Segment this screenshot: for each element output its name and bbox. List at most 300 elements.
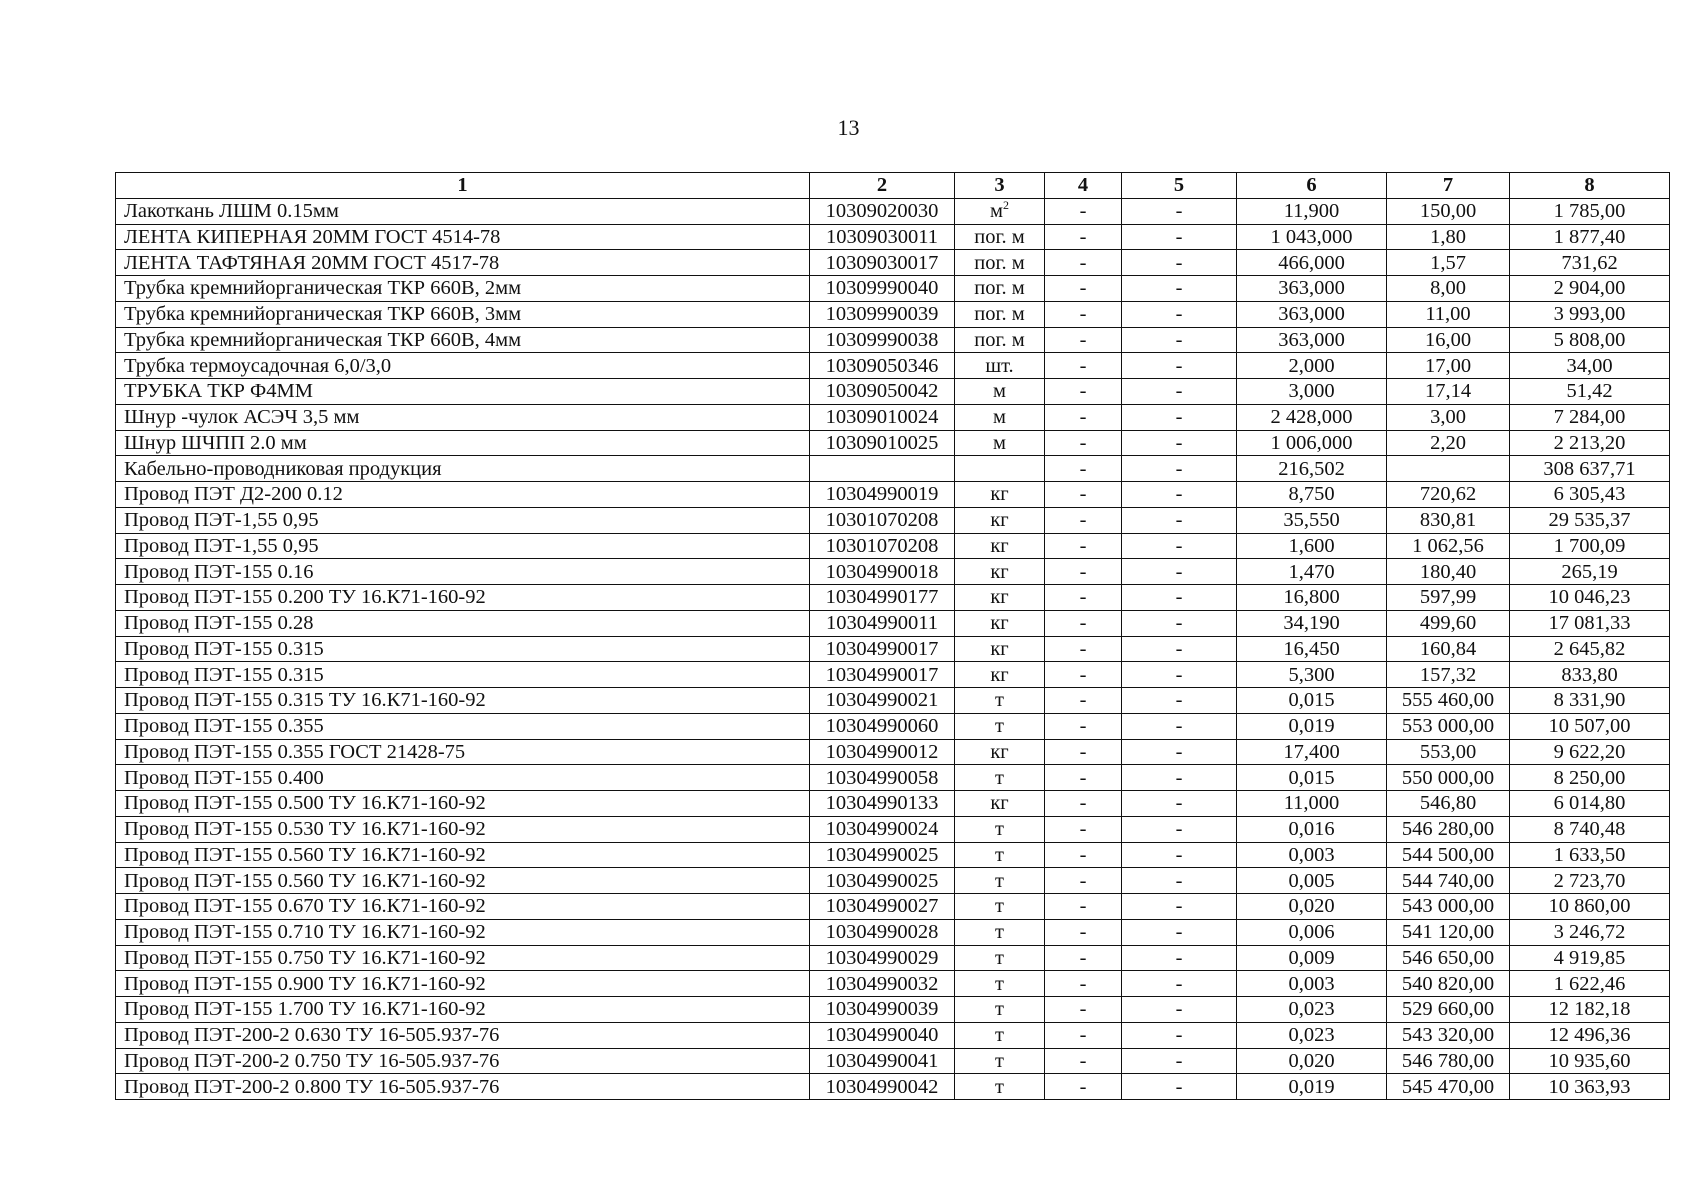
cell-amount: 12 496,36 — [1510, 1022, 1670, 1048]
cell-code: 10304990060 — [810, 713, 955, 739]
cell-quantity: 0,015 — [1237, 688, 1387, 714]
cell-price: 17,00 — [1387, 353, 1510, 379]
cell-unit: т — [955, 842, 1045, 868]
column-header-2: 2 — [810, 173, 955, 199]
cell-name: Провод ПЭТ-155 0.315 ТУ 16.К71-160-92 — [116, 688, 810, 714]
column-header-6: 6 — [1237, 173, 1387, 199]
table-row — [116, 301, 1670, 327]
cell-col4: - — [1045, 404, 1122, 430]
cell-quantity: 363,000 — [1237, 276, 1387, 302]
column-header-3: 3 — [955, 173, 1045, 199]
table-row — [116, 559, 1670, 585]
cell-name: Провод ПЭТ-155 0.315 — [116, 636, 810, 662]
cell-quantity: 0,006 — [1237, 919, 1387, 945]
cell-amount: 4 919,85 — [1510, 945, 1670, 971]
cell-unit: т — [955, 945, 1045, 971]
cell-price: 541 120,00 — [1387, 919, 1510, 945]
cell-col4: - — [1045, 276, 1122, 302]
cell-unit: пог. м — [955, 301, 1045, 327]
cell-unit: т — [955, 1048, 1045, 1074]
cell-price: 157,32 — [1387, 662, 1510, 688]
cell-unit: пог. м — [955, 276, 1045, 302]
cell-unit: кг — [955, 482, 1045, 508]
cell-quantity: 11,000 — [1237, 791, 1387, 817]
table-row — [116, 430, 1670, 456]
cell-amount: 29 535,37 — [1510, 507, 1670, 533]
table-row — [116, 482, 1670, 508]
cell-code: 10304990024 — [810, 816, 955, 842]
table-row — [116, 945, 1670, 971]
table-row — [116, 997, 1670, 1023]
cell-code — [810, 456, 955, 482]
cell-amount: 731,62 — [1510, 250, 1670, 276]
cell-code: 10304990133 — [810, 791, 955, 817]
cell-code: 10304990025 — [810, 868, 955, 894]
cell-col5: - — [1122, 224, 1237, 250]
table-row — [116, 919, 1670, 945]
cell-unit: т — [955, 919, 1045, 945]
cell-unit: кг — [955, 739, 1045, 765]
cell-quantity: 466,000 — [1237, 250, 1387, 276]
cell-price: 830,81 — [1387, 507, 1510, 533]
cell-name: Провод ПЭТ-155 0.750 ТУ 16.К71-160-92 — [116, 945, 810, 971]
table-row — [116, 456, 1670, 482]
cell-col5: - — [1122, 816, 1237, 842]
table-row — [116, 404, 1670, 430]
cell-price: 544 740,00 — [1387, 868, 1510, 894]
table-row — [116, 533, 1670, 559]
cell-amount: 265,19 — [1510, 559, 1670, 585]
cell-price: 540 820,00 — [1387, 971, 1510, 997]
column-header-5: 5 — [1122, 173, 1237, 199]
cell-amount: 3 993,00 — [1510, 301, 1670, 327]
cell-quantity: 0,020 — [1237, 894, 1387, 920]
cell-col5: - — [1122, 585, 1237, 611]
cell-name: Провод ПЭТ-200-2 0.750 ТУ 16-505.937-76 — [116, 1048, 810, 1074]
cell-price: 545 470,00 — [1387, 1074, 1510, 1100]
cell-unit: кг — [955, 533, 1045, 559]
cell-price: 543 320,00 — [1387, 1022, 1510, 1048]
cell-unit: кг — [955, 559, 1045, 585]
cell-unit: кг — [955, 585, 1045, 611]
cell-amount: 51,42 — [1510, 379, 1670, 405]
cell-col5: - — [1122, 765, 1237, 791]
cell-col4: - — [1045, 1022, 1122, 1048]
cell-name: Шнур ШЧПП 2.0 мм — [116, 430, 810, 456]
cell-name: Провод ПЭТ-1,55 0,95 — [116, 533, 810, 559]
cell-price: 180,40 — [1387, 559, 1510, 585]
table-row — [116, 765, 1670, 791]
cell-col5: - — [1122, 276, 1237, 302]
cell-code: 10304990025 — [810, 842, 955, 868]
cell-name: Провод ПЭТ-155 0.710 ТУ 16.К71-160-92 — [116, 919, 810, 945]
cell-unit: т — [955, 765, 1045, 791]
cell-amount: 6 014,80 — [1510, 791, 1670, 817]
cell-unit: пог. м — [955, 327, 1045, 353]
cell-col4: - — [1045, 971, 1122, 997]
cell-name: Провод ПЭТ-155 0.560 ТУ 16.К71-160-92 — [116, 842, 810, 868]
cell-unit: т — [955, 971, 1045, 997]
page-number: 13 — [837, 115, 860, 140]
cell-col4: - — [1045, 688, 1122, 714]
cell-code: 10304990017 — [810, 636, 955, 662]
cell-col4: - — [1045, 919, 1122, 945]
cell-amount: 1 633,50 — [1510, 842, 1670, 868]
cell-quantity: 0,003 — [1237, 971, 1387, 997]
cell-col5: - — [1122, 456, 1237, 482]
cell-amount: 2 723,70 — [1510, 868, 1670, 894]
cell-col4: - — [1045, 301, 1122, 327]
cell-amount: 3 246,72 — [1510, 919, 1670, 945]
cell-unit: м — [955, 404, 1045, 430]
cell-col4: - — [1045, 250, 1122, 276]
cell-col5: - — [1122, 894, 1237, 920]
table-row — [116, 739, 1670, 765]
cell-col5: - — [1122, 430, 1237, 456]
cell-col5: - — [1122, 713, 1237, 739]
cell-amount: 10 046,23 — [1510, 585, 1670, 611]
cell-code: 10309010025 — [810, 430, 955, 456]
cell-col5: - — [1122, 250, 1237, 276]
cell-amount: 10 507,00 — [1510, 713, 1670, 739]
cell-amount: 833,80 — [1510, 662, 1670, 688]
cell-col4: - — [1045, 456, 1122, 482]
cell-quantity: 0,023 — [1237, 1022, 1387, 1048]
cell-quantity: 34,190 — [1237, 610, 1387, 636]
cell-name: Провод ПЭТ-155 0.355 — [116, 713, 810, 739]
cell-price: 16,00 — [1387, 327, 1510, 353]
table-row — [116, 379, 1670, 405]
cell-code: 10309990040 — [810, 276, 955, 302]
cell-code: 10304990017 — [810, 662, 955, 688]
cell-code: 10309030011 — [810, 224, 955, 250]
cell-price: 597,99 — [1387, 585, 1510, 611]
cell-col4: - — [1045, 353, 1122, 379]
cell-col4: - — [1045, 482, 1122, 508]
cell-amount: 5 808,00 — [1510, 327, 1670, 353]
cell-price: 555 460,00 — [1387, 688, 1510, 714]
table-row — [116, 894, 1670, 920]
cell-unit: т — [955, 816, 1045, 842]
table-row — [116, 250, 1670, 276]
cell-price: 553 000,00 — [1387, 713, 1510, 739]
cell-code: 10309050042 — [810, 379, 955, 405]
cell-quantity: 0,019 — [1237, 1074, 1387, 1100]
cell-quantity: 0,015 — [1237, 765, 1387, 791]
cell-quantity: 1 006,000 — [1237, 430, 1387, 456]
cell-code: 10304990021 — [810, 688, 955, 714]
cell-price: 1,57 — [1387, 250, 1510, 276]
cell-quantity: 363,000 — [1237, 301, 1387, 327]
cell-code: 10309030017 — [810, 250, 955, 276]
table-row — [116, 507, 1670, 533]
cell-price: 1,80 — [1387, 224, 1510, 250]
cell-name: Провод ПЭТ-155 0.530 ТУ 16.К71-160-92 — [116, 816, 810, 842]
cell-name: Провод ПЭТ-155 0.400 — [116, 765, 810, 791]
cell-col4: - — [1045, 1048, 1122, 1074]
table-row — [116, 276, 1670, 302]
table-row — [116, 971, 1670, 997]
cell-col5: - — [1122, 945, 1237, 971]
cell-quantity: 2 428,000 — [1237, 404, 1387, 430]
cell-col4: - — [1045, 894, 1122, 920]
cell-quantity: 363,000 — [1237, 327, 1387, 353]
cell-amount: 17 081,33 — [1510, 610, 1670, 636]
cell-amount: 2 904,00 — [1510, 276, 1670, 302]
cell-col4: - — [1045, 816, 1122, 842]
cell-col5: - — [1122, 533, 1237, 559]
cell-name: Шнур -чулок АСЭЧ 3,5 мм — [116, 404, 810, 430]
cell-name: Провод ПЭТ-155 0.560 ТУ 16.К71-160-92 — [116, 868, 810, 894]
cell-col4: - — [1045, 945, 1122, 971]
cell-code: 10304990011 — [810, 610, 955, 636]
cell-code: 10304990040 — [810, 1022, 955, 1048]
cell-col4: - — [1045, 997, 1122, 1023]
cell-quantity: 0,019 — [1237, 713, 1387, 739]
table-row — [116, 224, 1670, 250]
cell-code: 10301070208 — [810, 507, 955, 533]
cell-amount: 1 622,46 — [1510, 971, 1670, 997]
cell-name: ТРУБКА ТКР Ф4ММ — [116, 379, 810, 405]
cell-amount: 6 305,43 — [1510, 482, 1670, 508]
cell-col4: - — [1045, 533, 1122, 559]
cell-code: 10304990177 — [810, 585, 955, 611]
cell-price: 17,14 — [1387, 379, 1510, 405]
cell-quantity: 216,502 — [1237, 456, 1387, 482]
table-row — [116, 353, 1670, 379]
cell-col5: - — [1122, 610, 1237, 636]
cell-price: 8,00 — [1387, 276, 1510, 302]
cell-quantity: 3,000 — [1237, 379, 1387, 405]
cell-price: 546,80 — [1387, 791, 1510, 817]
cell-col4: - — [1045, 765, 1122, 791]
column-header-8: 8 — [1510, 173, 1670, 199]
cell-amount: 8 740,48 — [1510, 816, 1670, 842]
cell-col5: - — [1122, 379, 1237, 405]
table-header-row — [116, 173, 1670, 199]
cell-name: Провод ПЭТ-155 0.500 ТУ 16.К71-160-92 — [116, 791, 810, 817]
table-row — [116, 1074, 1670, 1100]
cell-amount: 10 860,00 — [1510, 894, 1670, 920]
cell-price: 160,84 — [1387, 636, 1510, 662]
cell-amount: 1 785,00 — [1510, 198, 1670, 224]
cell-amount: 2 213,20 — [1510, 430, 1670, 456]
cell-name: Трубка термоусадочная 6,0/3,0 — [116, 353, 810, 379]
cell-col4: - — [1045, 198, 1122, 224]
cell-code: 10304990042 — [810, 1074, 955, 1100]
cell-amount: 10 935,60 — [1510, 1048, 1670, 1074]
cell-unit: т — [955, 713, 1045, 739]
cell-col4: - — [1045, 610, 1122, 636]
cell-unit: кг — [955, 662, 1045, 688]
cell-amount: 308 637,71 — [1510, 456, 1670, 482]
cell-unit: кг — [955, 507, 1045, 533]
cell-unit: т — [955, 688, 1045, 714]
cell-code: 10304990039 — [810, 997, 955, 1023]
column-header-7: 7 — [1387, 173, 1510, 199]
cell-price: 2,20 — [1387, 430, 1510, 456]
cell-price — [1387, 456, 1510, 482]
cell-quantity: 16,450 — [1237, 636, 1387, 662]
table-row — [116, 636, 1670, 662]
cell-amount: 8 250,00 — [1510, 765, 1670, 791]
cell-amount: 1 700,09 — [1510, 533, 1670, 559]
cell-col5: - — [1122, 791, 1237, 817]
cell-quantity: 5,300 — [1237, 662, 1387, 688]
cell-name: Провод ПЭТ-155 0.900 ТУ 16.К71-160-92 — [116, 971, 810, 997]
cell-name: Провод ПЭТ-200-2 0.630 ТУ 16-505.937-76 — [116, 1022, 810, 1048]
column-header-4: 4 — [1045, 173, 1122, 199]
cell-code: 10304990019 — [810, 482, 955, 508]
table-row — [116, 1048, 1670, 1074]
cell-code: 10304990018 — [810, 559, 955, 585]
cell-unit — [955, 456, 1045, 482]
table-row — [116, 610, 1670, 636]
cell-quantity: 1,470 — [1237, 559, 1387, 585]
cell-col4: - — [1045, 224, 1122, 250]
cell-unit: м — [955, 379, 1045, 405]
cell-unit: пог. м — [955, 224, 1045, 250]
cell-quantity: 16,800 — [1237, 585, 1387, 611]
cell-price: 1 062,56 — [1387, 533, 1510, 559]
cell-amount: 2 645,82 — [1510, 636, 1670, 662]
cell-col4: - — [1045, 636, 1122, 662]
cell-col5: - — [1122, 868, 1237, 894]
cell-unit: т — [955, 997, 1045, 1023]
cell-unit — [955, 198, 1045, 224]
cell-code: 10304990028 — [810, 919, 955, 945]
cell-unit: пог. м — [955, 250, 1045, 276]
cell-name: ЛЕНТА КИПЕРНАЯ 20ММ ГОСТ 4514-78 — [116, 224, 810, 250]
cell-amount: 12 182,18 — [1510, 997, 1670, 1023]
cell-code: 10304990058 — [810, 765, 955, 791]
cell-col5: - — [1122, 1074, 1237, 1100]
cell-name: Кабельно-проводниковая продукция — [116, 456, 810, 482]
cell-quantity: 0,020 — [1237, 1048, 1387, 1074]
unit-text: м — [990, 200, 1003, 223]
cell-price: 544 500,00 — [1387, 842, 1510, 868]
cell-price: 3,00 — [1387, 404, 1510, 430]
cell-code: 10304990029 — [810, 945, 955, 971]
table-row — [116, 585, 1670, 611]
cell-quantity: 0,005 — [1237, 868, 1387, 894]
cell-name: Провод ПЭТ-1,55 0,95 — [116, 507, 810, 533]
cell-col5: - — [1122, 301, 1237, 327]
cell-code: 10309020030 — [810, 198, 955, 224]
cell-col5: - — [1122, 688, 1237, 714]
cell-col4: - — [1045, 559, 1122, 585]
table-row — [116, 816, 1670, 842]
cell-price: 150,00 — [1387, 198, 1510, 224]
cell-name: Провод ПЭТ-155 0.315 — [116, 662, 810, 688]
cell-unit: кг — [955, 610, 1045, 636]
cell-col4: - — [1045, 739, 1122, 765]
cell-col4: - — [1045, 327, 1122, 353]
cell-name: Трубка кремнийорганическая ТКР 660В, 2мм — [116, 276, 810, 302]
cell-quantity: 17,400 — [1237, 739, 1387, 765]
cell-quantity: 11,900 — [1237, 198, 1387, 224]
cell-col5: - — [1122, 636, 1237, 662]
cell-price: 543 000,00 — [1387, 894, 1510, 920]
table-body — [116, 198, 1670, 1099]
cell-name: Провод ПЭТ Д2-200 0.12 — [116, 482, 810, 508]
cell-col5: - — [1122, 997, 1237, 1023]
cell-code: 10309990039 — [810, 301, 955, 327]
cell-col5: - — [1122, 1048, 1237, 1074]
cell-name: Провод ПЭТ-155 0.670 ТУ 16.К71-160-92 — [116, 894, 810, 920]
table-row — [116, 327, 1670, 353]
cell-quantity: 8,750 — [1237, 482, 1387, 508]
cell-name: Провод ПЭТ-155 0.200 ТУ 16.К71-160-92 — [116, 585, 810, 611]
cell-amount: 1 877,40 — [1510, 224, 1670, 250]
cell-quantity: 2,000 — [1237, 353, 1387, 379]
cell-amount: 9 622,20 — [1510, 739, 1670, 765]
cell-unit: т — [955, 1074, 1045, 1100]
materials-table — [115, 172, 1670, 1100]
table-row — [116, 1022, 1670, 1048]
cell-price: 11,00 — [1387, 301, 1510, 327]
cell-name: Трубка кремнийорганическая ТКР 660В, 4мм — [116, 327, 810, 353]
cell-price: 546 650,00 — [1387, 945, 1510, 971]
cell-col4: - — [1045, 1074, 1122, 1100]
cell-price: 499,60 — [1387, 610, 1510, 636]
cell-col4: - — [1045, 791, 1122, 817]
cell-name: Трубка кремнийорганическая ТКР 660В, 3мм — [116, 301, 810, 327]
table-row — [116, 842, 1670, 868]
cell-amount: 8 331,90 — [1510, 688, 1670, 714]
cell-col4: - — [1045, 430, 1122, 456]
cell-name: Провод ПЭТ-155 0.28 — [116, 610, 810, 636]
cell-code: 10309050346 — [810, 353, 955, 379]
cell-amount: 34,00 — [1510, 353, 1670, 379]
column-header-1: 1 — [116, 173, 810, 199]
cell-name: Провод ПЭТ-200-2 0.800 ТУ 16-505.937-76 — [116, 1074, 810, 1100]
table-row — [116, 662, 1670, 688]
cell-col5: - — [1122, 842, 1237, 868]
cell-col5: - — [1122, 507, 1237, 533]
cell-col4: - — [1045, 379, 1122, 405]
cell-col5: - — [1122, 559, 1237, 585]
cell-amount: 10 363,93 — [1510, 1074, 1670, 1100]
cell-quantity: 0,003 — [1237, 842, 1387, 868]
cell-col5: - — [1122, 662, 1237, 688]
cell-name: Провод ПЭТ-155 0.16 — [116, 559, 810, 585]
cell-col5: - — [1122, 971, 1237, 997]
table-row — [116, 868, 1670, 894]
cell-col4: - — [1045, 868, 1122, 894]
unit-superscript: 2 — [1002, 198, 1009, 213]
cell-unit: м — [955, 430, 1045, 456]
cell-col4: - — [1045, 507, 1122, 533]
cell-code: 10301070208 — [810, 533, 955, 559]
cell-name: Провод ПЭТ-155 0.355 ГОСТ 21428-75 — [116, 739, 810, 765]
cell-col4: - — [1045, 713, 1122, 739]
cell-name: Лакоткань ЛШМ 0.15мм — [116, 198, 810, 224]
cell-price: 720,62 — [1387, 482, 1510, 508]
table-row — [116, 688, 1670, 714]
cell-quantity: 0,023 — [1237, 997, 1387, 1023]
cell-col5: - — [1122, 198, 1237, 224]
cell-code: 10304990032 — [810, 971, 955, 997]
cell-price: 546 280,00 — [1387, 816, 1510, 842]
cell-name: ЛЕНТА ТАФТЯНАЯ 20ММ ГОСТ 4517-78 — [116, 250, 810, 276]
cell-col5: - — [1122, 404, 1237, 430]
cell-code: 10309990038 — [810, 327, 955, 353]
cell-code: 10304990027 — [810, 894, 955, 920]
table-row — [116, 198, 1670, 224]
cell-col5: - — [1122, 919, 1237, 945]
cell-unit: т — [955, 868, 1045, 894]
